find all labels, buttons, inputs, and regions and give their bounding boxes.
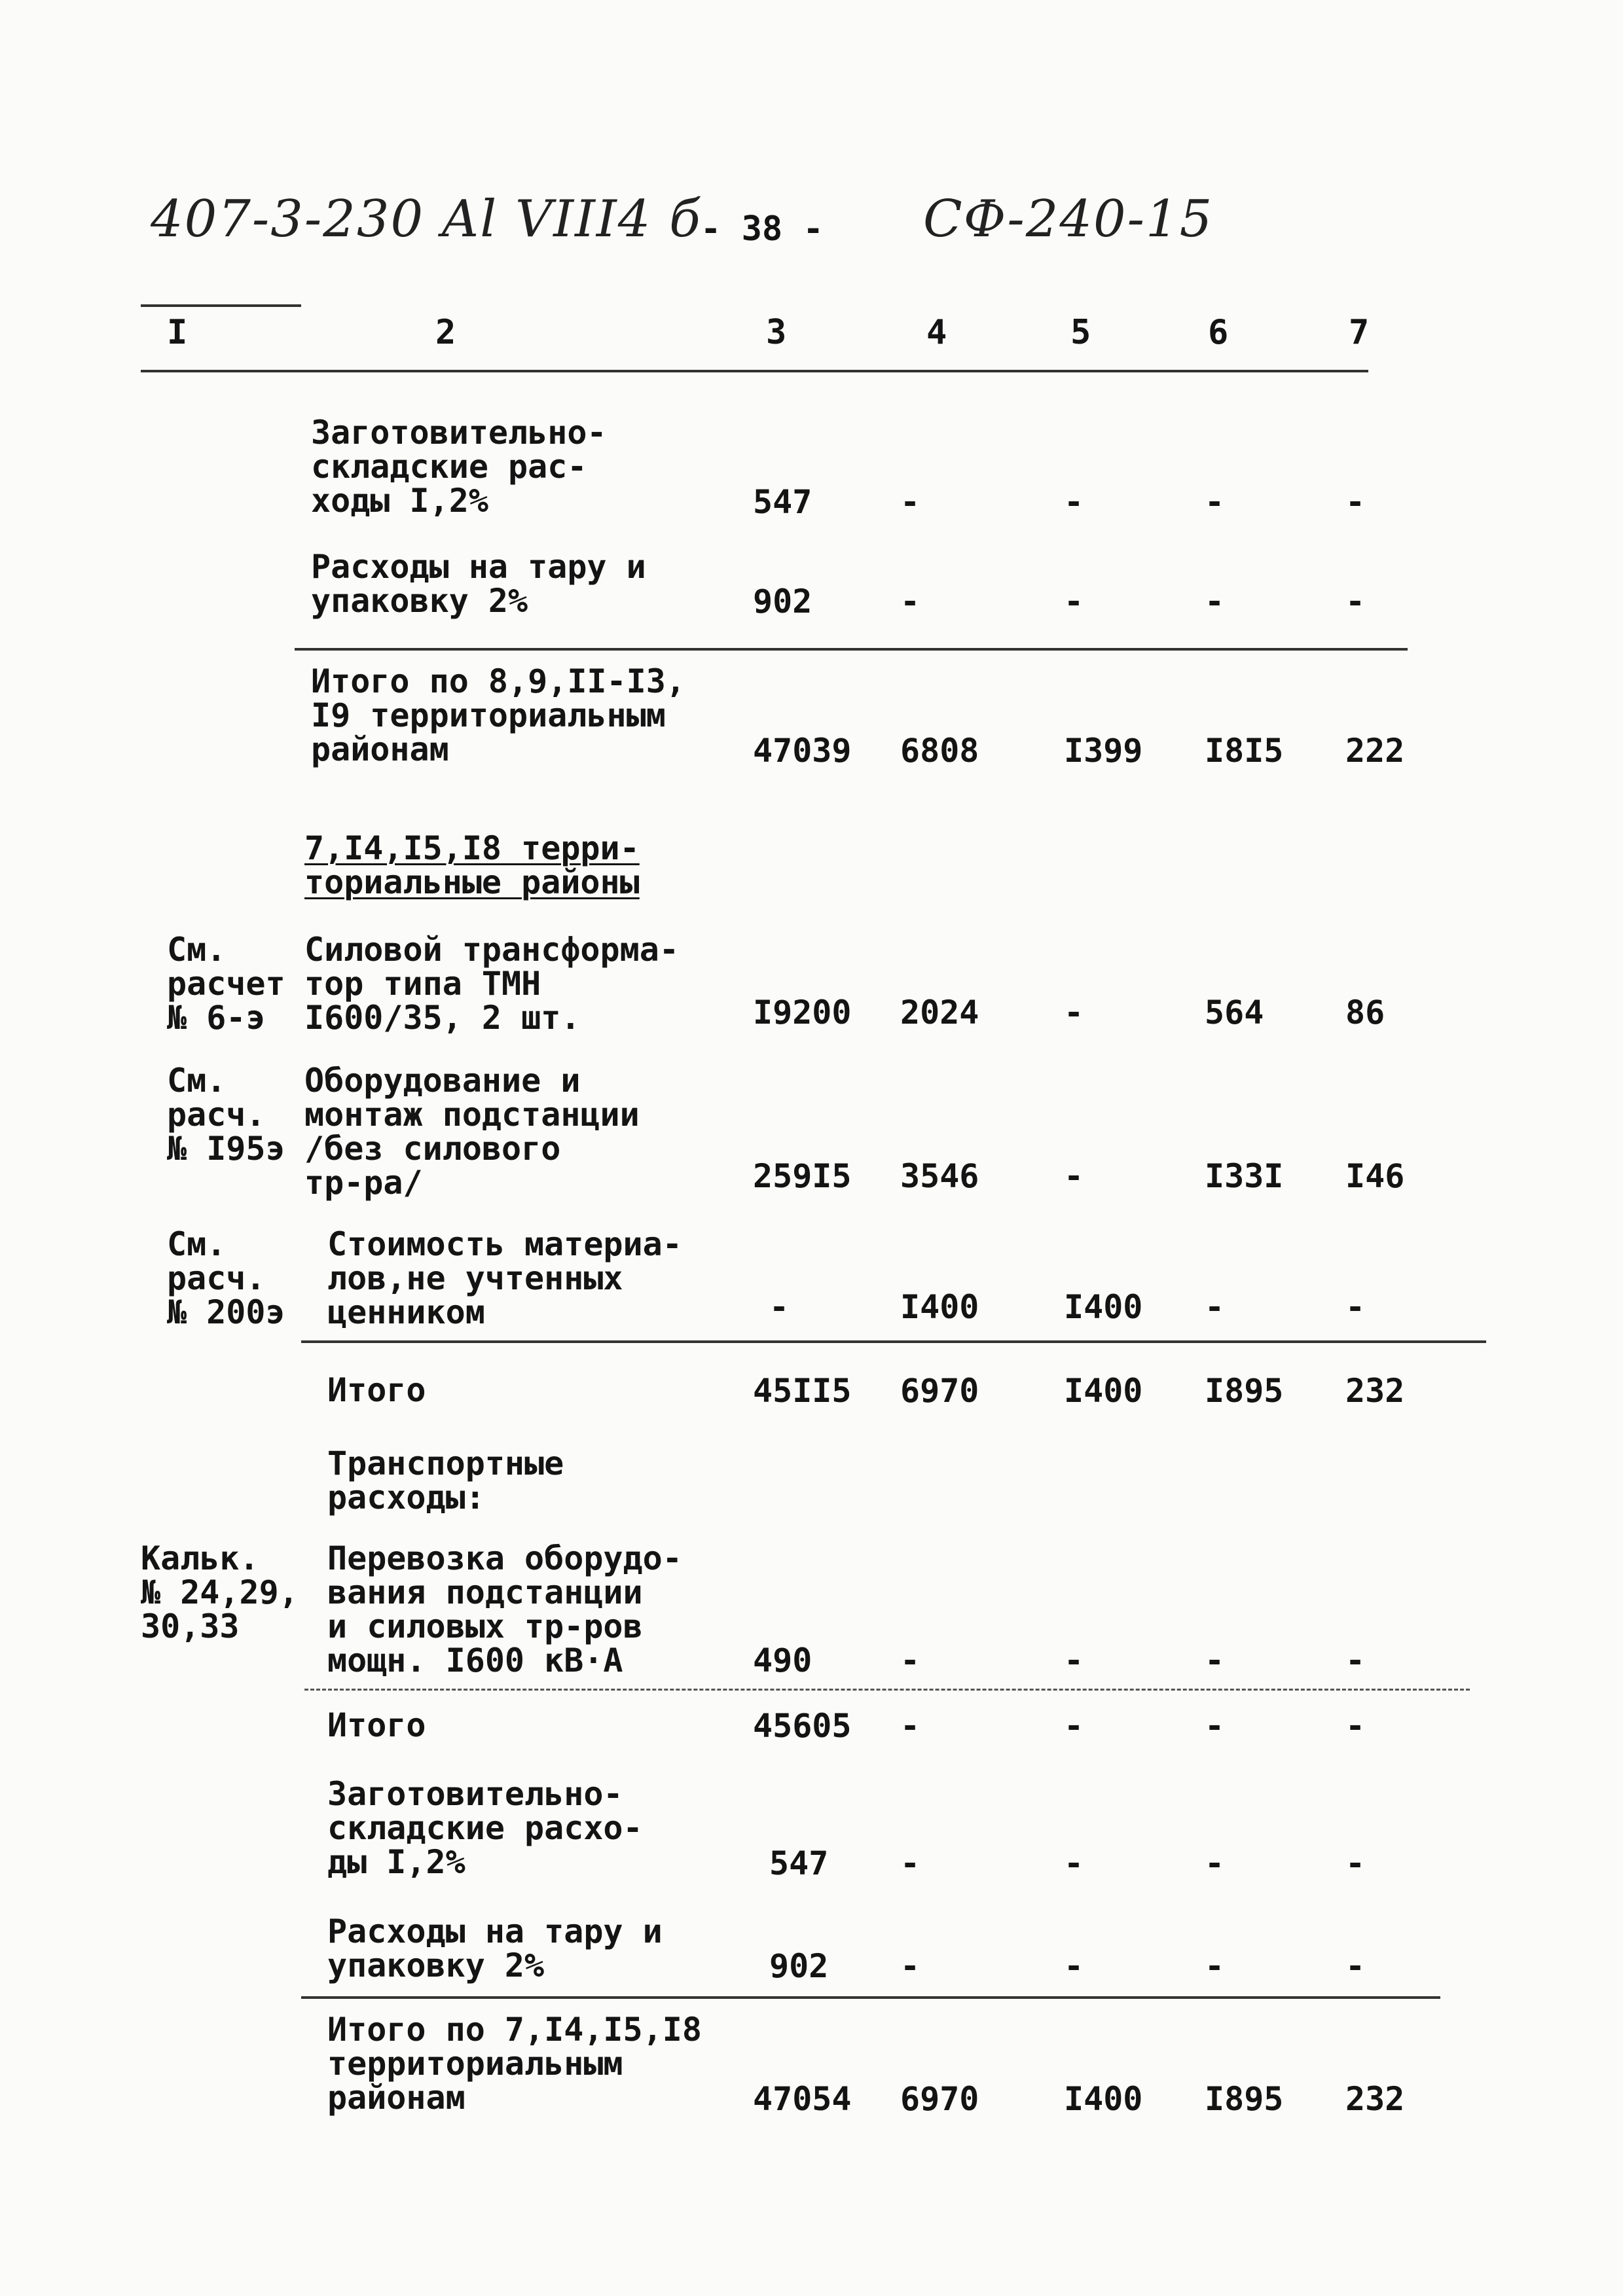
row-reference: См. расчет № 6-э <box>167 931 285 1037</box>
row-reference: Кальк. № 24,29, 30,33 <box>141 1539 299 1645</box>
row-value-col5: - <box>1064 583 1084 620</box>
row-value-col4: 2024 <box>900 994 979 1031</box>
column-header-1: I <box>167 313 188 352</box>
row-description: Заготовительно- складские расхо- ды I,2% <box>327 1775 643 1881</box>
row-value-col4: I400 <box>900 1288 979 1326</box>
section-divider <box>295 648 1408 651</box>
document-code-left: 407-3-230 Al VIII4 б <box>151 190 702 249</box>
row-reference: См. расч. № I95э <box>167 1062 285 1168</box>
row-value-col6: I33I <box>1205 1157 1284 1195</box>
row-value-col3: 902 <box>769 1947 829 1985</box>
row-value-col3: 45605 <box>753 1707 852 1745</box>
row-value-col6: - <box>1205 1947 1225 1985</box>
column-header-4: 4 <box>926 313 947 352</box>
row-value-col7: 232 <box>1345 1372 1405 1410</box>
column-header-3: 3 <box>766 313 787 352</box>
row-value-col6: 564 <box>1205 994 1264 1031</box>
row-value-col7: - <box>1345 583 1366 620</box>
row-description: Заготовительно- складские рас- ходы I,2% <box>311 414 607 520</box>
row-description: Перевозка оборудо- вания подстанции и силовых тр-ров мощн. I600 кВ·А <box>327 1539 682 1679</box>
row-value-col4: - <box>900 483 921 521</box>
section-divider <box>304 1689 1470 1691</box>
section-divider <box>301 1996 1440 1999</box>
row-value-col6: - <box>1205 483 1225 521</box>
section-divider <box>301 1340 1486 1343</box>
row-description: Итого <box>327 1371 426 1409</box>
row-value-col4: - <box>900 1844 921 1882</box>
row-value-col5: - <box>1064 1641 1084 1679</box>
row-description: Итого <box>327 1706 426 1744</box>
row-description: Расходы на тару и упаковку 2% <box>327 1912 663 1984</box>
row-value-col3: 902 <box>753 583 812 620</box>
row-value-col4: 6970 <box>900 1372 979 1410</box>
row-value-col7: - <box>1345 483 1366 521</box>
row-value-col3: 547 <box>769 1844 829 1882</box>
column-header-5: 5 <box>1070 313 1091 352</box>
row-value-col6: I895 <box>1205 1372 1284 1410</box>
row-value-col6: - <box>1205 1641 1225 1679</box>
row-value-col3: 490 <box>753 1641 812 1679</box>
page-number: - 38 - <box>701 209 824 249</box>
row-description: Оборудование и монтаж подстанции /без силового тр-ра/ <box>304 1062 640 1202</box>
row-value-col4: - <box>900 1947 921 1985</box>
row-value-col6: I8I5 <box>1205 732 1284 770</box>
row-value-col6: - <box>1205 583 1225 620</box>
row-description: Транспортные расходы: <box>327 1444 564 1516</box>
row-value-col7: - <box>1345 1947 1366 1985</box>
column-header-6: 6 <box>1208 313 1229 352</box>
column-header-7: 7 <box>1349 313 1370 352</box>
row-value-col7: - <box>1345 1844 1366 1882</box>
row-value-col3: 547 <box>753 483 812 521</box>
row-value-col4: 6970 <box>900 2080 979 2118</box>
row-value-col4: - <box>900 583 921 620</box>
row-value-col4: - <box>900 1707 921 1745</box>
row-value-col5: I399 <box>1064 732 1143 770</box>
header-top-rule <box>141 304 301 307</box>
section-heading: 7,I4,I5,I8 терри- ториальные районы <box>304 829 640 901</box>
row-description: Итого по 7,I4,I5,I8 территориальным районам <box>327 2011 702 2117</box>
row-value-col5: - <box>1064 1844 1084 1882</box>
row-value-col5: - <box>1064 483 1084 521</box>
row-value-col5: - <box>1064 1157 1084 1195</box>
row-description: Расходы на тару и упаковку 2% <box>311 548 646 620</box>
row-value-col7: 222 <box>1345 732 1405 770</box>
row-value-col6: - <box>1205 1844 1225 1882</box>
row-value-col3: I9200 <box>753 994 852 1031</box>
row-value-col6: I895 <box>1205 2080 1284 2118</box>
row-value-col5: I400 <box>1064 1288 1143 1326</box>
row-value-col3: 47054 <box>753 2080 852 2118</box>
row-value-col3: 45II5 <box>753 1372 852 1410</box>
row-description: Силовой трансформа- тор типа ТМН I600/35, 2 шт. <box>304 931 679 1037</box>
row-value-col5: I400 <box>1064 2080 1143 2118</box>
row-value-col6: - <box>1205 1288 1225 1326</box>
row-value-col3: - <box>769 1288 790 1326</box>
row-value-col6: - <box>1205 1707 1225 1745</box>
row-value-col3: 259I5 <box>753 1157 852 1195</box>
document-code-right: СФ-240-15 <box>923 190 1214 249</box>
row-description: Стоимость материа- лов,не учтенных ценником <box>327 1225 682 1331</box>
row-value-col5: - <box>1064 1947 1084 1985</box>
row-value-col5: I400 <box>1064 1372 1143 1410</box>
row-value-col4: 6808 <box>900 732 979 770</box>
row-value-col3: 47039 <box>753 732 852 770</box>
row-value-col5: - <box>1064 994 1084 1031</box>
row-reference: См. расч. № 200э <box>167 1225 285 1331</box>
row-value-col4: 3546 <box>900 1157 979 1195</box>
row-value-col7: - <box>1345 1641 1366 1679</box>
row-value-col7: - <box>1345 1707 1366 1745</box>
row-value-col4: - <box>900 1641 921 1679</box>
row-value-col7: 232 <box>1345 2080 1405 2118</box>
row-value-col7: I46 <box>1345 1157 1405 1195</box>
row-value-col7: - <box>1345 1288 1366 1326</box>
column-header-2: 2 <box>435 313 456 352</box>
row-value-col5: - <box>1064 1707 1084 1745</box>
row-description: Итого по 8,9,II-I3, I9 территориальным районам <box>311 662 685 768</box>
column-header-rule <box>141 370 1368 372</box>
row-value-col7: 86 <box>1345 994 1385 1031</box>
